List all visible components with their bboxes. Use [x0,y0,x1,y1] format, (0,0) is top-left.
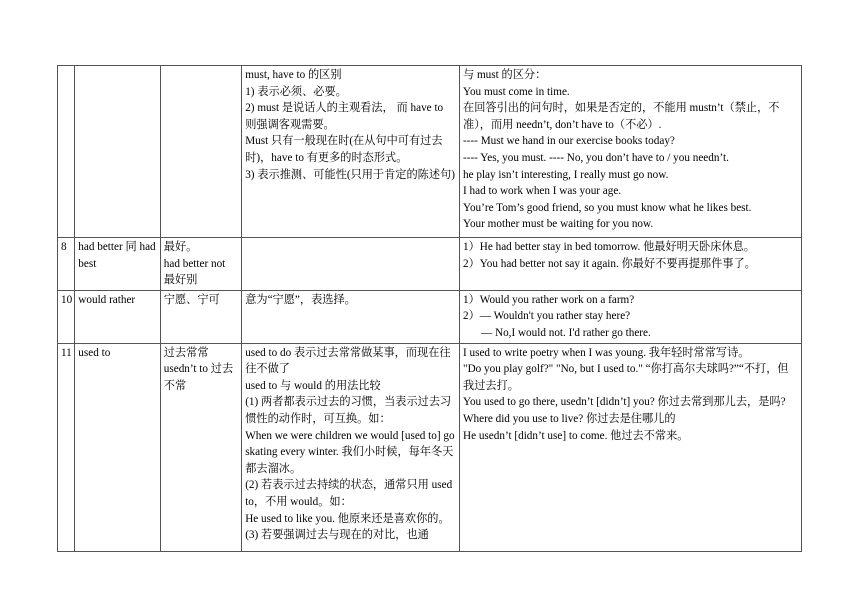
example-line: — No,I would not. I'd rather go there. [481,326,651,339]
row-number-cell: 10 [58,290,75,343]
usage-line: 2) must 是说话人的主观看法， 而 have to 则强调客观需要。 [245,102,444,131]
usage-cell [242,343,460,551]
meaning-cell: 宁愿、宁可 [160,290,241,343]
usage-line: (2) 若表示过去持续的状态，通常只用 used to，不用 would。如： [245,479,453,508]
examples-cell [460,238,802,291]
table-row [58,238,802,291]
usage-line: (3) 若要强调过去与现在的对比，也通 [245,529,429,542]
table-row [58,343,802,551]
example-line: He usedn’t [didn’t use] to come. 他过去不常来。 [463,429,689,442]
row-number-cell [58,66,75,238]
term-cell: had better 同 had best [75,238,160,291]
meaning-cell: 最好。 had better not 最好别 [160,238,241,291]
examples-cell [460,343,802,551]
usage-line: used to 与 would 的用法比较 [245,379,381,392]
example-line: "Do you play golf?" "No, but I used to." “你打高尔夫球吗?”“不打，但我过去打。 [463,363,789,392]
row-number-cell: 11 [58,343,75,551]
example-line: You must come in time. [463,85,570,98]
example-line: 1）Would you rather work on a farm? [463,293,635,306]
table-row [58,290,802,343]
usage-line: Must 只有一般现在时(在从句中可有过去时)，have to 有更多的时态形式。 [245,135,443,164]
usage-line: 1) 表示必须、必要。 [245,85,347,98]
usage-line: He used to like you. 他原来还是喜欢你的。 [245,512,450,525]
usage-cell [242,66,460,238]
example-line: 在回答引出的问句时，如果是否定的，不能用 mustn’t（禁止，不准），而用 needn’t, don’t have to（不必）. [463,102,780,131]
usage-line: must, have to 的区别 [245,69,342,81]
usage-cell: 意为“宁愿”，表选择。 [242,290,460,343]
example-line: I used to write poetry when I was young. 我年轻时常常写诗。 [463,346,750,359]
example-line: You’re Tom’s good friend, so you must know what he likes best. [463,201,752,214]
example-line: 2）You had better not say it again. 你最好不要再提那件事了。 [463,257,756,270]
examples-cell [460,290,802,343]
meaning-cell: 过去常常 usedn’t to 过去不常 [160,343,241,551]
example-line: Where did you use to live? 你过去是住哪儿的 [463,412,676,425]
term-cell [75,66,160,238]
meaning-cell [160,66,241,238]
usage-cell [242,238,460,291]
example-line: ---- Must we hand in our exercise books today? [463,135,675,148]
row-number-cell: 8 [58,238,75,291]
usage-line: When we were children we would [used to] go skating every winter. 我们小时候，每年冬天都去溜冰。 [245,429,455,475]
example-line: 与 must 的区分： [463,69,547,81]
example-line: ---- Yes, you must. ---- No, you don’t have to / you needn’t. [463,151,729,164]
usage-line: 3) 表示推测、可能性(只用于肯定的陈述句) [245,168,455,181]
usage-line: used to do 表示过去常常做某事，而现在往往不做了 [245,346,451,376]
term-cell: would rather [75,290,160,343]
example-line: he play isn’t interesting, I really must go now. [463,168,669,181]
example-line: Your mother must be waiting for you now. [463,218,654,231]
table-row [58,66,802,238]
usage-line: (1) 两者都表示过去的习惯，当表示过去习惯性的动作时，可互换。如： [245,396,452,425]
grammar-table [57,65,802,552]
example-line: 1）He had better stay in bed tomorrow. 他最好明天卧床休息。 [463,241,755,253]
examples-cell [460,66,802,238]
example-line: I had to work when I was your age. [463,185,622,198]
example-line: 2）— Wouldn't you rather stay here? [463,310,631,323]
example-line: You used to go there, usedn’t [didn’t] you? 你过去常到那儿去，是吗? [463,396,786,409]
term-cell: used to [75,343,160,551]
